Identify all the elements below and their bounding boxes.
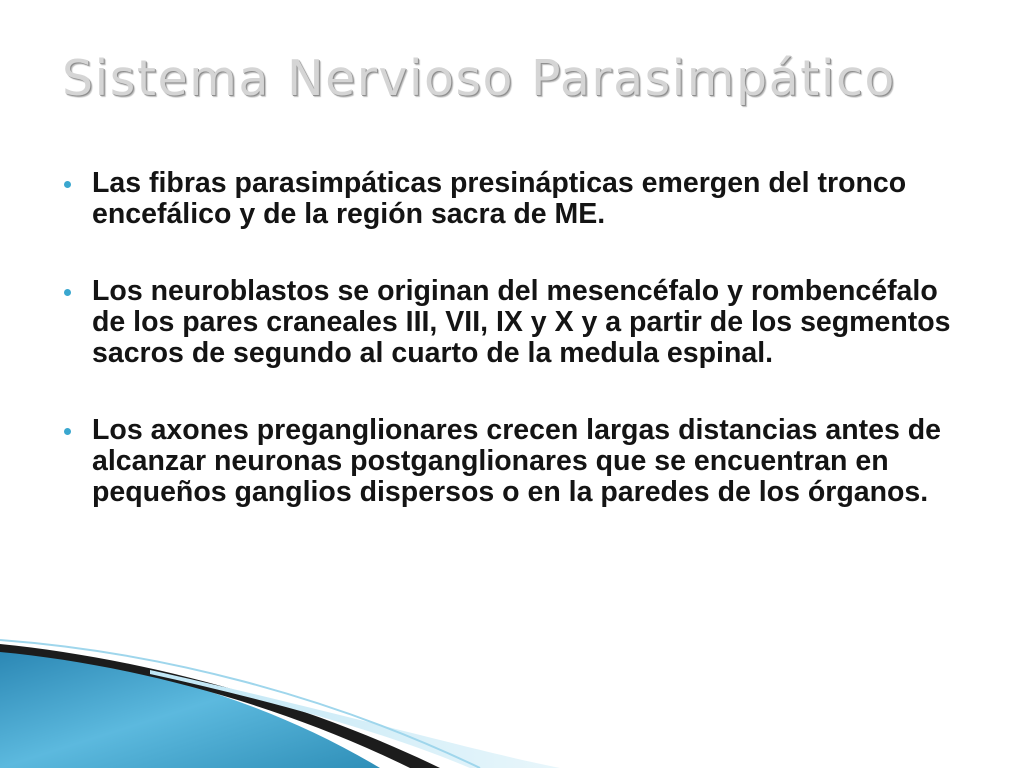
bullet-text: Las fibras parasimpáticas presinápticas emergen del tronco encefálico y de la región sacra de ME. (92, 167, 907, 230)
bullet-text: Los neuroblastos se originan del mesencéfalo y rombencéfalo de los pares craneales III, VII, IX y X y a partir de los segmentos sacros de segundo al cuarto de la medula espinal. (92, 275, 951, 369)
bullet-dot-icon (64, 289, 71, 296)
bullet-item (64, 276, 964, 369)
wave-blue-shape (0, 648, 380, 768)
bullet-item (64, 168, 964, 230)
bullet-dot-icon (64, 181, 71, 188)
bullet-dot-icon (64, 428, 71, 435)
bullet-item (64, 415, 964, 508)
bottom-wave-decoration (0, 600, 1024, 768)
bullet-text: Los axones preganglionares crecen largas distancias antes de alcanzar neuronas postganglionares que se encuentran en pequeños ganglios dispersos o en la paredes de los órganos. (92, 414, 942, 508)
bullet-list (64, 168, 964, 508)
slide-title: Sistema Nervioso Parasimpático (62, 50, 896, 107)
